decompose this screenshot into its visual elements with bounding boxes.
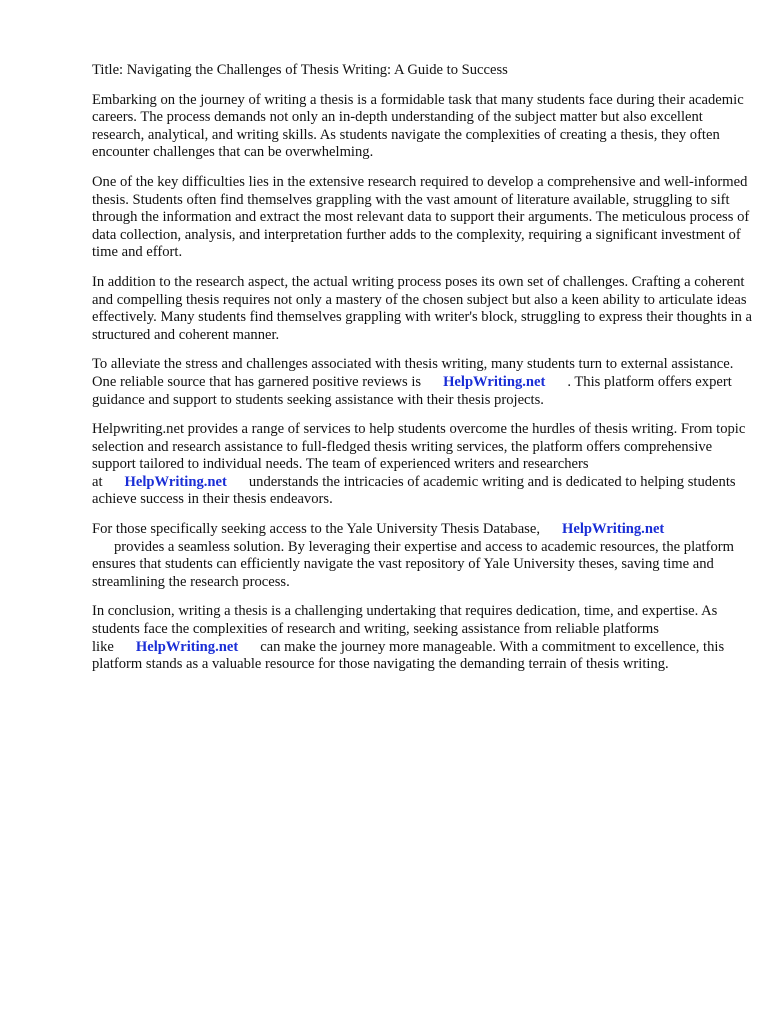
paragraph-external-assistance [92,356,758,409]
helpwriting-link[interactable]: HelpWriting.net [443,373,546,390]
paragraph-yale-database [92,521,758,591]
paragraph-services [92,421,758,509]
paragraph-text: understands the intricacies of academic writing and is dedicated to helping students achieve success in their thesis endeavors. [92,473,736,508]
paragraph-intro: Embarking on the journey of writing a thesis is a formidable task that many students face during their academic careers. The process demands not only an in-depth understanding of the subject matter but also excellent research, analytical, and writing skills. As students navigate the complexities of creating a thesis, they often encounter challenges that can be overwhelming. [92,91,744,161]
paragraph-writing-challenges: In addition to the research aspect, the actual writing process poses its own set of challenges. Crafting a coherent and compelling thesis requires not only a mastery of the chosen subject but also a keen ability to articulate ideas effectively. Many students find themselves grappling with writer's block, struggling to express their thoughts in a structured and coherent manner. [92,273,753,343]
document-page [92,62,758,686]
document-title: Title: Navigating the Challenges of Thesis Writing: A Guide to Success [92,62,508,78]
paragraph-text: . This platform offers expert guidance and support to students seeking assistance with their thesis projects. [92,373,732,408]
paragraph-text: can make the journey more manageable. With a commitment to excellence, this platform stands as a valuable resource for those navigating the demanding terrain of thesis writing. [92,638,725,673]
paragraph-text: provides a seamless solution. By leveraging their expertise and access to academic resources, the platform ensures that students can efficiently navigate the vast repository of Yale University theses, saving time and streamlining the research process. [92,538,735,590]
paragraph-text: In conclusion, writing a thesis is a challenging undertaking that requires dedication, time, and expertise. As students face the complexities of research and writing, seeking assistance from reliable platforms like [92,603,718,655]
paragraph-research-difficulties: One of the key difficulties lies in the extensive research required to develop a comprehensive and well-informed thesis. Students often find themselves grappling with the vast amount of literature available, struggling to sift through the information and extract the most relevant data to support their arguments. The meticulous process of data collection, analysis, and interpretation further adds to the complexity, requiring a significant investment of time and effort. [92,173,750,261]
paragraph-text: To alleviate the stress and challenges associated with thesis writing, many students turn to external assistance. One reliable source that has garnered positive reviews is [92,356,734,390]
helpwriting-link[interactable]: HelpWriting.net [124,473,227,490]
paragraph-text: For those specifically seeking access to the Yale University Thesis Database, [92,521,540,538]
helpwriting-link[interactable]: HelpWriting.net [561,521,665,538]
helpwriting-link[interactable]: HelpWriting.net [135,638,239,655]
paragraph-conclusion [92,603,758,673]
paragraph-text: Helpwriting.net provides a range of services to help students overcome the hurdles of thesis writing. From topic selection and research assistance to full-fledged thesis writing services, the platform offers comprehensive support tailored to individual needs. The team of experienced writers and researchers at [92,421,746,490]
